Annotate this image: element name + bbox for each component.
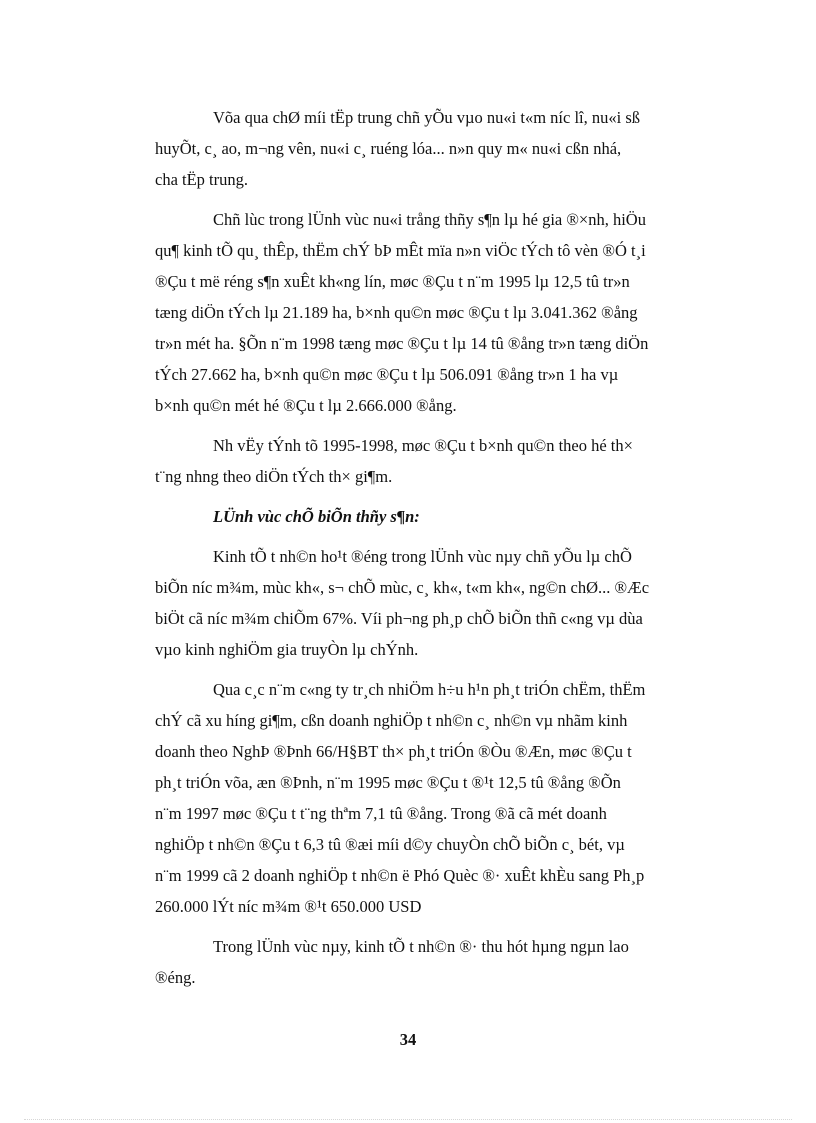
document-body — [155, 102, 738, 1002]
paragraph-1: Võa qua chØ míi tËp trung chñ yÕu vµo nu«i t«m níc lî, nu«i sß huyÕt, c¸ ao, m¬ng vên, nu«i c¸ ruéng lóa... n»n quy m« nu«i cßn nhá, cha tËp trung. — [155, 108, 641, 189]
paragraph-2: Chñ lùc trong lÜnh vùc nu«i trång thñy s¶n lµ hé gia ®×nh, hiÖu qu¶ kinh tÕ qu¸ thÊp, thËm chÝ bÞ mÊt mïa n»n viÖc tÝch tô vèn ®Ó t¸i ®Çu t më réng s¶n xuÊt kh«ng lín, møc ®Çu t n¨m 1995 lµ 12,5 tû tr»n tæng diÖn tÝch lµ 21.189 ha, b×nh qu©n møc ®Çu t lµ 3.041.362 ®ång tr»n mét ha. §Õn n¨m 1998 tæng møc ®Çu t lµ 14 tû ®ång tr»n tæng diÖn tÝch 27.662 ha, b×nh qu©n møc ®Çu t lµ 506.091 ®ång tr»n 1 ha vµ b×nh qu©n mét hé ®Çu t lµ 2.666.000 ®ång. — [155, 210, 649, 415]
paragraph-3: Nh vËy tÝnh tõ 1995-1998, møc ®Çu t b×nh qu©n theo hé th× t¨ng nhng theo diÖn tÝch th× gi¶m. — [155, 436, 633, 486]
paragraph-6: Trong lÜnh vùc nµy, kinh tÕ t nh©n ®· thu hót hµng ngµn lao ®éng. — [155, 937, 629, 987]
paragraph-4: Kinh tÕ t nh©n ho¹t ®éng trong lÜnh vùc nµy chñ yÕu lµ chÕ biÕn níc m¾m, mùc kh«, s¬ chÕ mùc, c¸ kh«, t«m kh«, ng©n chØ... ®Æc biÖt cã níc m¾m chiÕm 67%. Víi ph¬ng ph¸p chÕ biÕn thñ c«ng vµ dùa vµo kinh nghiÖm gia truyÒn lµ chÝnh. — [155, 547, 650, 659]
paragraph-5: Qua c¸c n¨m c«ng ty tr¸ch nhiÖm h÷u h¹n ph¸t triÓn chËm, thËm chÝ cã xu híng gi¶m, cßn doanh nghiÖp t nh©n c¸ nh©n vµ nhãm kinh doanh theo NghÞ ®Þnh 66/H§BT th× ph¸t triÓn ®Òu ®Æn, møc ®Çu t ph¸t triÓn võa, æn ®Þnh, n¨m 1995 møc ®Çu t ®¹t 12,5 tû ®ång ®Õn n¨m 1997 møc ®Çu t t¨ng thªm 7,1 tû ®ång. Trong ®ã cã mét doanh nghiÖp t nh©n ®Çu t 6,3 tû ®æi míi d©y chuyÒn chÕ biÕn c¸ bét, vµ n¨m 1999 cã 2 doanh nghiÖp t nh©n ë Phó Quèc ®· xuÊt khÈu sang Ph¸p 260.000 lÝt níc m¾m ®¹t 650.000 USD — [155, 680, 646, 916]
page-number: 34 — [399, 1030, 417, 1049]
footer-divider — [24, 1119, 792, 1120]
section-heading: LÜnh vùc chÕ biÕn thñy s¶n: — [213, 507, 420, 526]
